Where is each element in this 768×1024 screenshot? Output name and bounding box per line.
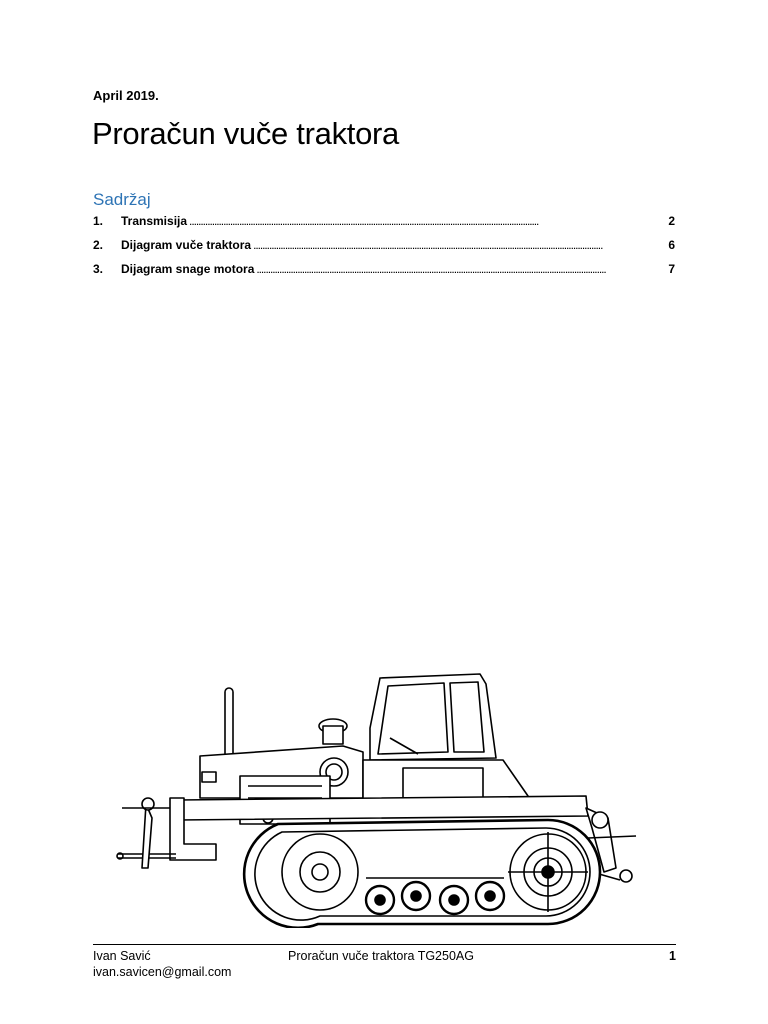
toc-item-page: 6 [668,238,675,252]
toc-item-dijagram-snage[interactable] [93,262,675,286]
toc-leader-dots [253,238,666,252]
toc-item-number: 1. [93,214,104,228]
toc-item-label: Dijagram snage motora [121,262,255,276]
footer-page-number: 1 [669,949,676,963]
footer-email: ivan.savicen@gmail.com [93,965,232,979]
toc-item-number: 3. [93,262,104,276]
toc-item-dijagram-vuce[interactable] [93,238,675,262]
toc-leader-dots [189,214,666,228]
toc-item-label: Transmisija [121,214,188,228]
document-title: Proračun vuče traktora [92,116,399,151]
toc-item-page: 2 [668,214,675,228]
toc-leader-dots [256,262,666,276]
document-date: April 2019. [93,88,159,103]
toc-item-number: 2. [93,238,104,252]
footer-divider [93,944,676,945]
footer-document-title: Proračun vuče traktora TG250AG [288,949,474,963]
footer-author: Ivan Savić [93,949,151,963]
toc-item-page: 7 [668,262,675,276]
toc-heading: Sadržaj [93,190,151,209]
tracked-tractor-illustration [108,668,648,928]
table-of-contents [93,214,675,286]
toc-item-transmisija[interactable] [93,214,675,238]
toc-item-label: Dijagram vuče traktora [121,238,252,252]
